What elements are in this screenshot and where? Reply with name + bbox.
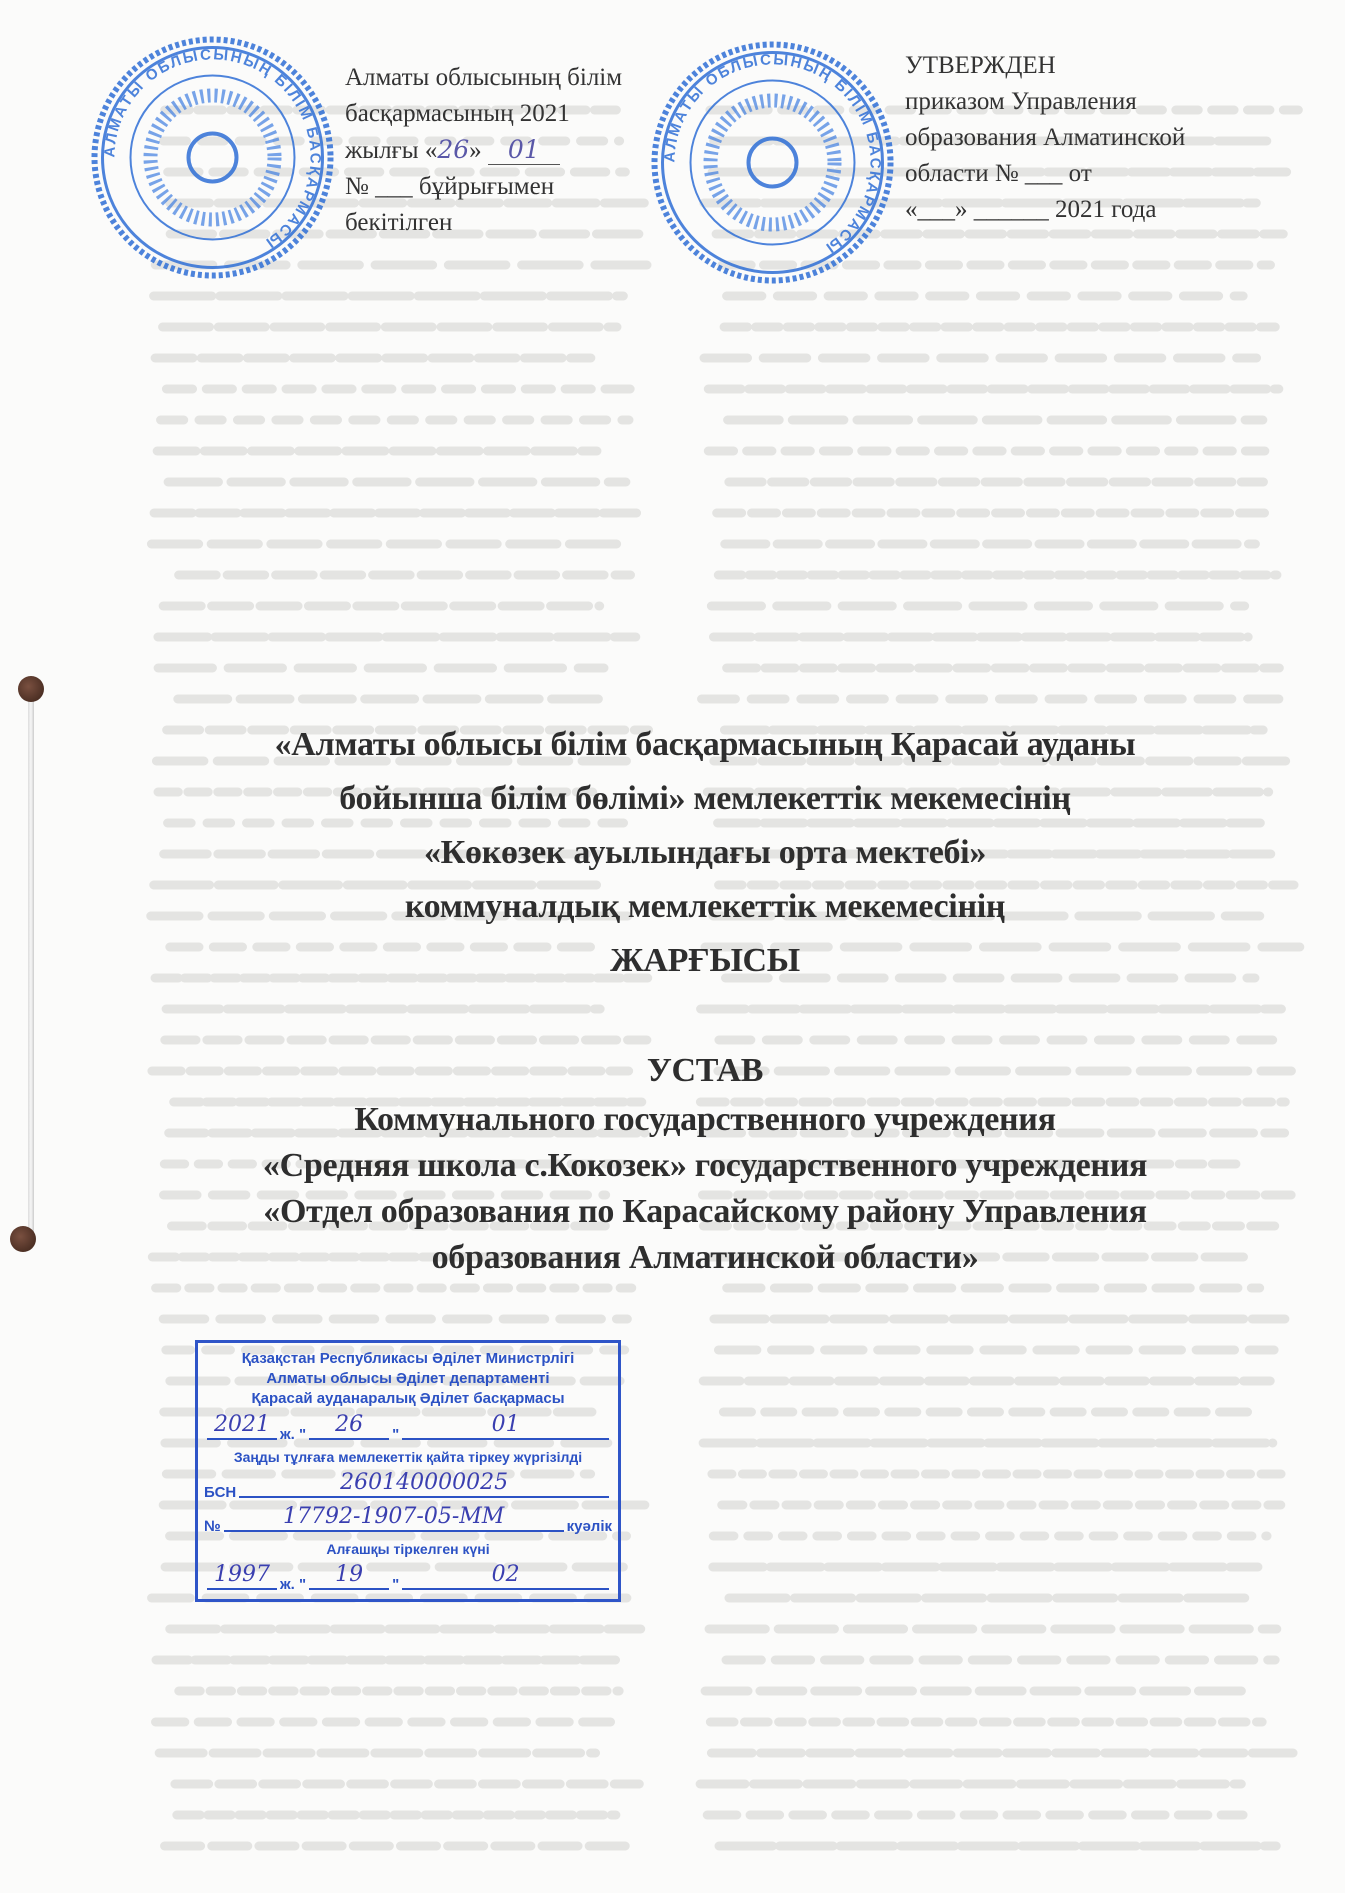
- seal-text: АЛМАТЫ ОБЛЫСЫНЫҢ БІЛІМ БАСҚАРМАСЫ: [661, 51, 884, 258]
- approval-line: № ___ бұйрығымен: [345, 173, 555, 200]
- stamp-label: куәлік: [566, 1518, 612, 1535]
- binding-hole-bottom: [10, 1226, 36, 1252]
- handwritten-day: 19: [309, 1562, 389, 1590]
- title-line: «Алматы облысы білім басқармасының Қарасай ауданы: [274, 726, 1136, 763]
- approval-line: образования Алматинской: [905, 124, 1186, 151]
- handwritten-bsn: 260140000025: [239, 1470, 609, 1498]
- approval-note-kz: [345, 60, 645, 241]
- svg-text:АЛМАТЫ ОБЛЫСЫНЫҢ БІЛІМ БАСҚАРМ: [101, 46, 323, 252]
- title-line: «Средняя школа с.Кокозек» государственного учреждения: [262, 1147, 1148, 1184]
- date-prefix: жылғы «: [345, 137, 438, 164]
- seal-text: АЛМАТЫ ОБЛЫСЫНЫҢ БІЛІМ БАСҚАРМАСЫ: [101, 46, 324, 253]
- stamp-label: ж. ": [280, 1426, 307, 1443]
- handwritten-day: 26: [437, 135, 470, 164]
- title-line: «Көкөзек ауылындағы орта мектебі»: [423, 834, 987, 871]
- approval-line: приказом Управления: [905, 88, 1137, 115]
- stamp-line: Алматы облысы Әділет департаменті: [266, 1370, 550, 1387]
- charter-title-ru: [140, 1045, 1270, 1281]
- round-seal-right: [650, 40, 895, 285]
- approval-line: Алматы облысының білім: [345, 64, 623, 91]
- binding-hole-top: [18, 676, 44, 702]
- round-seal-left: [90, 35, 335, 280]
- handwritten-month: 01: [488, 135, 560, 165]
- stamp-line: Заңды тұлғаға мемлекеттік қайта тіркеу жүргізілді: [233, 1449, 583, 1465]
- stamp-date-row: [198, 1409, 618, 1443]
- stamp-label: ж. ": [280, 1576, 307, 1593]
- date-sep: »: [469, 137, 482, 164]
- title-line: бойынша білім бөлімі» мемлекеттік мекемесінің: [339, 780, 1071, 817]
- approval-note-ru: [905, 48, 1305, 228]
- stamp-label: ": [392, 1576, 400, 1593]
- stamp-label: БСН: [204, 1484, 237, 1501]
- title-heading: УСТАВ: [646, 1052, 764, 1089]
- stamp-bsn-row: [198, 1467, 618, 1501]
- title-heading: ЖАРҒЫСЫ: [610, 942, 800, 979]
- approval-line: УТВЕРЖДЕН: [905, 52, 1056, 79]
- approval-line: басқармасының 2021: [345, 100, 570, 127]
- stamp-label: ": [392, 1426, 400, 1443]
- stamp-label: №: [204, 1518, 221, 1535]
- handwritten-month: 01: [402, 1412, 609, 1440]
- title-line: Коммунального государственного учреждения: [354, 1101, 1056, 1138]
- stamp-line: Алғашқы тіркелген күні: [326, 1541, 490, 1557]
- approval-line: области № ___ от: [905, 160, 1092, 187]
- approval-line: бекітілген: [345, 209, 453, 236]
- svg-text:АЛМАТЫ ОБЛЫСЫНЫҢ БІЛІМ БАСҚАРМ: [661, 51, 883, 257]
- title-line: образования Алматинской области»: [431, 1239, 979, 1276]
- handwritten-month: 02: [402, 1562, 609, 1590]
- binding-string: [28, 690, 34, 1240]
- stamp-line: Қазақстан Республикасы Әділет Министрлігі: [241, 1350, 575, 1367]
- title-line: коммуналдық мемлекеттік мекемесінің: [404, 888, 1006, 925]
- charter-title-kz: [140, 718, 1270, 988]
- approval-line: «___» ______ 2021 года: [905, 196, 1157, 223]
- handwritten-year: 2021: [207, 1412, 277, 1440]
- handwritten-day: 26: [309, 1412, 389, 1440]
- handwritten-cert-number: 17792-1907-05-ММ: [224, 1504, 564, 1532]
- title-line: «Отдел образования по Карасайскому району Управления: [263, 1193, 1147, 1230]
- handwritten-year: 1997: [207, 1562, 277, 1590]
- registration-stamp: [195, 1340, 621, 1602]
- stamp-line: Қарасай ауданаралық Әділет басқармасы: [251, 1390, 565, 1407]
- stamp-first-date-row: [198, 1559, 618, 1593]
- stamp-cert-row: [198, 1501, 618, 1535]
- approval-date-line: [345, 132, 645, 169]
